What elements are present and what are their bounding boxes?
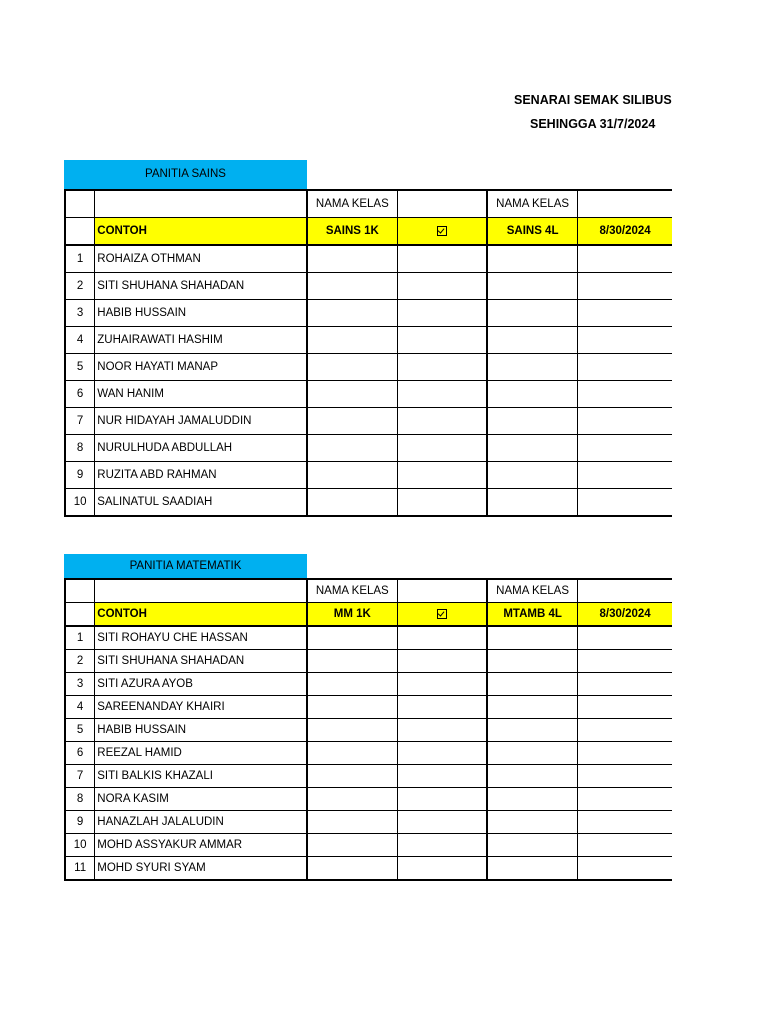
empty-cell (397, 788, 487, 811)
panel-sains-label: PANITIA SAINS (64, 160, 307, 189)
empty-cell (487, 765, 578, 788)
row-number: 9 (65, 462, 95, 489)
header-cell (578, 190, 672, 218)
empty-cell (307, 742, 398, 765)
table-row (65, 673, 672, 696)
row-number: 1 (65, 626, 95, 650)
empty-cell (397, 650, 487, 673)
header-cell: NAMA KELAS (487, 579, 578, 603)
empty-cell (397, 408, 487, 435)
example-cell: MTAMB 4L (487, 603, 578, 627)
empty-cell (397, 327, 487, 354)
checkbox-cell (397, 603, 487, 627)
empty-cell (397, 435, 487, 462)
teacher-name: SITI AZURA AYOB (95, 673, 307, 696)
empty-cell (487, 489, 578, 517)
empty-cell (307, 462, 398, 489)
empty-cell (487, 300, 578, 327)
empty-cell (397, 273, 487, 300)
empty-cell (578, 788, 672, 811)
example-row (65, 218, 672, 246)
row-number: 4 (65, 327, 95, 354)
empty-cell (397, 742, 487, 765)
example-cell: CONTOH (95, 218, 307, 246)
empty-cell (397, 673, 487, 696)
table-row (65, 719, 672, 742)
empty-cell (307, 381, 398, 408)
empty-cell (307, 408, 398, 435)
table-row (65, 834, 672, 857)
empty-cell (578, 673, 672, 696)
empty-cell (397, 834, 487, 857)
empty-cell (397, 696, 487, 719)
teacher-name: MOHD SYURI SYAM (95, 857, 307, 881)
empty-cell (578, 626, 672, 650)
empty-cell (307, 489, 398, 517)
empty-cell (487, 381, 578, 408)
teacher-name: SITI ROHAYU CHE HASSAN (95, 626, 307, 650)
empty-cell (397, 719, 487, 742)
empty-cell (487, 696, 578, 719)
empty-cell (307, 354, 398, 381)
empty-cell (307, 300, 398, 327)
teacher-name: HABIB HUSSAIN (95, 719, 307, 742)
header-cell (65, 190, 95, 218)
document-title: SENARAI SEMAK SILIBUS (514, 93, 672, 107)
header-cell (65, 579, 95, 603)
empty-cell (307, 650, 398, 673)
empty-cell (307, 788, 398, 811)
empty-cell (487, 857, 578, 881)
empty-cell (578, 811, 672, 834)
empty-cell (307, 626, 398, 650)
panel-matematik-label: PANITIA MATEMATIK (64, 554, 307, 578)
row-number: 6 (65, 381, 95, 408)
empty-cell (487, 742, 578, 765)
empty-cell (307, 327, 398, 354)
teacher-name: NOOR HAYATI MANAP (95, 354, 307, 381)
teacher-name: RUZITA ABD RAHMAN (95, 462, 307, 489)
empty-cell (487, 245, 578, 273)
example-cell: MM 1K (307, 603, 398, 627)
row-number: 10 (65, 834, 95, 857)
empty-cell (307, 435, 398, 462)
row-number: 7 (65, 765, 95, 788)
empty-cell (307, 811, 398, 834)
empty-cell (578, 327, 672, 354)
empty-cell (487, 811, 578, 834)
header-row (65, 190, 672, 218)
empty-cell (487, 435, 578, 462)
row-number: 11 (65, 857, 95, 881)
empty-cell (487, 462, 578, 489)
teacher-name: ROHAIZA OTHMAN (95, 245, 307, 273)
teacher-name: HABIB HUSSAIN (95, 300, 307, 327)
example-cell (65, 603, 95, 627)
table-row (65, 408, 672, 435)
header-cell (397, 579, 487, 603)
row-number: 3 (65, 673, 95, 696)
empty-cell (487, 673, 578, 696)
row-number: 6 (65, 742, 95, 765)
teacher-name: MOHD ASSYAKUR AMMAR (95, 834, 307, 857)
table-row (65, 788, 672, 811)
teacher-name: SALINATUL SAADIAH (95, 489, 307, 517)
empty-cell (397, 354, 487, 381)
empty-cell (397, 811, 487, 834)
empty-cell (397, 857, 487, 881)
row-number: 4 (65, 696, 95, 719)
empty-cell (578, 408, 672, 435)
teacher-name: WAN HANIM (95, 381, 307, 408)
teacher-name: NURULHUDA ABDULLAH (95, 435, 307, 462)
example-cell: SAINS 1K (307, 218, 398, 246)
empty-cell (487, 273, 578, 300)
table-row (65, 626, 672, 650)
empty-cell (487, 719, 578, 742)
empty-cell (397, 626, 487, 650)
empty-cell (397, 765, 487, 788)
teacher-name: SITI SHUHANA SHAHADAN (95, 273, 307, 300)
empty-cell (487, 408, 578, 435)
empty-cell (397, 462, 487, 489)
empty-cell (307, 834, 398, 857)
matematik-table (64, 578, 672, 881)
header-cell: NAMA KELAS (307, 190, 398, 218)
empty-cell (578, 273, 672, 300)
empty-cell (397, 300, 487, 327)
empty-cell (307, 857, 398, 881)
teacher-name: HANAZLAH JALALUDIN (95, 811, 307, 834)
table-row (65, 765, 672, 788)
row-number: 2 (65, 650, 95, 673)
row-number: 1 (65, 245, 95, 273)
header-cell: NAMA KELAS (487, 190, 578, 218)
header-row (65, 579, 672, 603)
table-row (65, 273, 672, 300)
empty-cell (487, 788, 578, 811)
empty-cell (578, 857, 672, 881)
teacher-name: REEZAL HAMID (95, 742, 307, 765)
example-cell: 8/30/2024 (578, 603, 672, 627)
empty-cell (578, 742, 672, 765)
row-number: 3 (65, 300, 95, 327)
row-number: 10 (65, 489, 95, 517)
header-cell (95, 579, 307, 603)
checked-box-icon (437, 609, 447, 619)
empty-cell (578, 354, 672, 381)
table-row (65, 327, 672, 354)
table-row (65, 245, 672, 273)
empty-cell (307, 673, 398, 696)
example-cell: SAINS 4L (487, 218, 578, 246)
table-row (65, 489, 672, 517)
table-row (65, 696, 672, 719)
table-row (65, 435, 672, 462)
document-subtitle: SEHINGGA 31/7/2024 (530, 117, 656, 131)
row-number: 5 (65, 719, 95, 742)
checkbox-cell (397, 218, 487, 246)
teacher-name: ZUHAIRAWATI HASHIM (95, 327, 307, 354)
empty-cell (578, 719, 672, 742)
empty-cell (307, 765, 398, 788)
teacher-name: NUR HIDAYAH JAMALUDDIN (95, 408, 307, 435)
table-row (65, 742, 672, 765)
header-cell: NAMA KELAS (307, 579, 398, 603)
example-row (65, 603, 672, 627)
row-number: 9 (65, 811, 95, 834)
empty-cell (578, 300, 672, 327)
empty-cell (307, 696, 398, 719)
table-row (65, 381, 672, 408)
row-number: 7 (65, 408, 95, 435)
empty-cell (487, 650, 578, 673)
table-row (65, 857, 672, 881)
sains-table (64, 189, 672, 517)
header-cell (397, 190, 487, 218)
empty-cell (397, 381, 487, 408)
row-number: 8 (65, 788, 95, 811)
empty-cell (487, 354, 578, 381)
teacher-name: SITI SHUHANA SHAHADAN (95, 650, 307, 673)
row-number: 2 (65, 273, 95, 300)
table-row (65, 650, 672, 673)
empty-cell (578, 650, 672, 673)
header-cell (578, 579, 672, 603)
empty-cell (307, 273, 398, 300)
empty-cell (578, 435, 672, 462)
empty-cell (578, 245, 672, 273)
teacher-name: SAREENANDAY KHAIRI (95, 696, 307, 719)
row-number: 5 (65, 354, 95, 381)
empty-cell (578, 489, 672, 517)
empty-cell (578, 765, 672, 788)
empty-cell (578, 462, 672, 489)
example-cell (65, 218, 95, 246)
empty-cell (578, 381, 672, 408)
empty-cell (397, 245, 487, 273)
table-row (65, 811, 672, 834)
teacher-name: SITI BALKIS KHAZALI (95, 765, 307, 788)
example-cell: CONTOH (95, 603, 307, 627)
empty-cell (487, 626, 578, 650)
checked-box-icon (437, 226, 447, 236)
row-number: 8 (65, 435, 95, 462)
table-row (65, 300, 672, 327)
table-row (65, 354, 672, 381)
empty-cell (487, 834, 578, 857)
empty-cell (578, 834, 672, 857)
empty-cell (578, 696, 672, 719)
table-row (65, 462, 672, 489)
example-cell: 8/30/2024 (578, 218, 672, 246)
teacher-name: NORA KASIM (95, 788, 307, 811)
empty-cell (307, 245, 398, 273)
empty-cell (397, 489, 487, 517)
empty-cell (307, 719, 398, 742)
empty-cell (487, 327, 578, 354)
header-cell (95, 190, 307, 218)
